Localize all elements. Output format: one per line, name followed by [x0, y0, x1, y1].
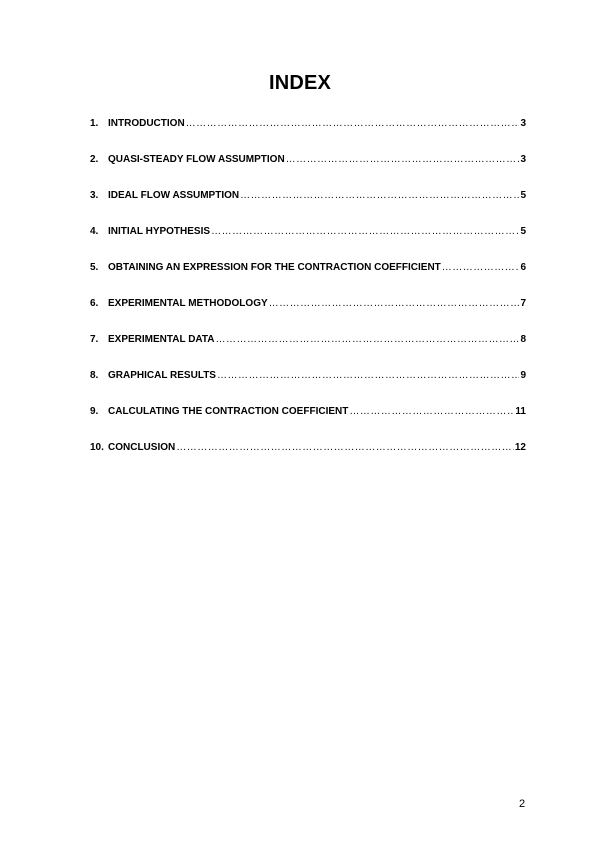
- toc-entry-page: 5: [520, 190, 526, 201]
- toc-entry-quasi-steady-flow: [90, 154, 526, 190]
- toc-entry-label: EXPERIMENTAL METHODOLOGY: [108, 298, 268, 309]
- toc-entry-label: EXPERIMENTAL DATA: [108, 334, 215, 345]
- dot-leader: [217, 370, 519, 381]
- page-title: INDEX: [268, 72, 332, 94]
- page-number: 2: [519, 798, 526, 810]
- dot-leader: [215, 334, 519, 345]
- toc-entry-introduction: [90, 118, 526, 154]
- toc-entry-page: 7: [520, 298, 526, 309]
- toc-entry-label: INTRODUCTION: [108, 118, 185, 129]
- toc-entry-initial-hypothesis: [90, 226, 526, 262]
- dot-leader: [286, 154, 520, 165]
- toc-entry-number: 7.: [90, 334, 99, 345]
- toc-entry-number: 4.: [90, 226, 99, 237]
- toc-entry-ideal-flow: [90, 190, 526, 226]
- toc-entry-number: 6.: [90, 298, 99, 309]
- toc-entry-conclusion: [90, 442, 526, 478]
- toc-entry-label: GRAPHICAL RESULTS: [108, 370, 216, 381]
- dot-leader: [269, 298, 520, 309]
- toc-entry-graphical-results: [90, 370, 526, 406]
- toc-entry-number: 10.: [90, 442, 104, 453]
- toc-entry-page: 5: [520, 226, 526, 237]
- toc-entry-page: 11: [515, 406, 526, 417]
- toc-entry-page: 3: [520, 154, 526, 165]
- toc-entry-label: OBTAINING AN EXPRESSION FOR THE CONTRACTION COEFFICIENT: [108, 262, 441, 273]
- toc-entry-page: 8: [520, 334, 526, 345]
- toc-entry-number: 3.: [90, 190, 99, 201]
- table-of-contents: [90, 118, 526, 478]
- dot-leader: [186, 118, 520, 129]
- toc-entry-contraction-expression: [90, 262, 526, 298]
- toc-entry-number: 1.: [90, 118, 99, 129]
- toc-entry-calculating-coefficient: [90, 406, 526, 442]
- toc-entry-label: CONCLUSION: [108, 442, 176, 453]
- toc-entry-page: 3: [520, 118, 526, 129]
- toc-entry-experimental-data: [90, 334, 526, 370]
- toc-entry-label: IDEAL FLOW ASSUMPTION: [108, 190, 240, 201]
- toc-entry-label: QUASI-STEADY FLOW ASSUMPTION: [108, 154, 285, 165]
- dot-leader: [176, 442, 514, 453]
- toc-entry-page: 6: [520, 262, 526, 273]
- toc-entry-page: 12: [514, 442, 526, 453]
- toc-entry-experimental-methodology: [90, 298, 526, 334]
- toc-entry-label: CALCULATING THE CONTRACTION COEFFICIENT: [108, 406, 349, 417]
- toc-entry-number: 8.: [90, 370, 99, 381]
- toc-entry-number: 5.: [90, 262, 99, 273]
- dot-leader: [442, 262, 520, 273]
- dot-leader: [240, 190, 519, 201]
- dot-leader: [211, 226, 519, 237]
- toc-entry-page: 9: [520, 370, 526, 381]
- toc-entry-number: 2.: [90, 154, 99, 165]
- toc-entry-number: 9.: [90, 406, 99, 417]
- toc-entry-label: INITIAL HYPOTHESIS: [108, 226, 211, 237]
- dot-leader: [349, 406, 514, 417]
